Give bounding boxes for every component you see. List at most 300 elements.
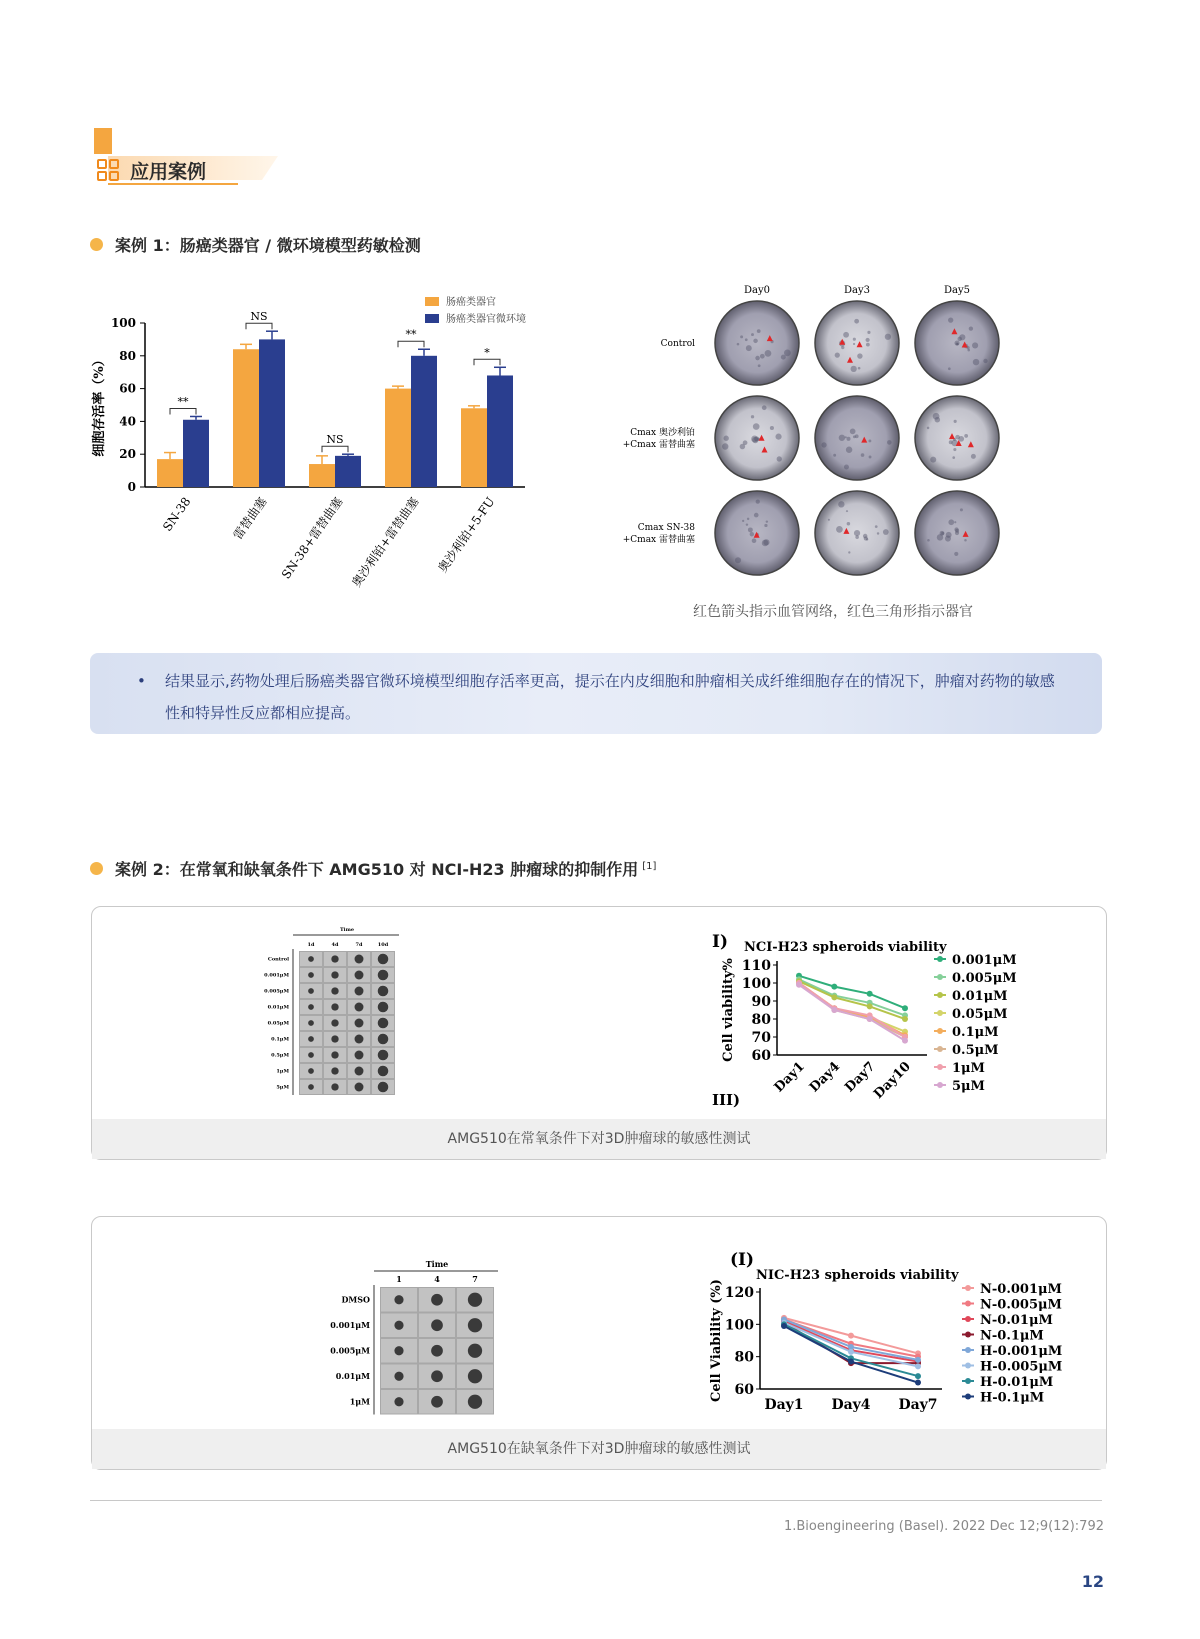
spheroid [378,1066,389,1077]
x-tick-label: SN-38 [160,494,194,534]
card1-caption: AMG510在常氧条件下对3D肿瘤球的敏感性测试 [92,1119,1106,1159]
legend-swatch [425,297,439,306]
x-tick-label: Day4 [806,1059,844,1096]
cell-cluster [735,557,741,563]
cell-cluster [855,535,859,539]
legend-label: H-0.001μM [980,1344,1063,1359]
cell-cluster [775,434,781,440]
bar-organoid [461,408,487,487]
spheroid [468,1369,482,1383]
significance-bracket [322,446,348,452]
chart-title: NIC-H23 spheroids viability [756,1268,959,1283]
cell-cluster [960,508,963,511]
y-axis-label: Cell Viability (%) [709,1279,724,1402]
series-point [902,1016,908,1022]
y-tick-label: 80 [119,348,136,363]
cell-cluster [846,447,852,453]
cell-cluster [833,454,836,457]
cell-cluster [750,532,754,536]
cell-cluster [948,519,954,525]
cell-cluster [843,332,849,338]
cell-cluster [948,367,951,370]
y-tick-label: 110 [741,958,771,974]
spheroid [308,1068,314,1074]
spheroid [431,1396,443,1408]
line-chart-normoxia [672,915,1092,1109]
spheroid [378,1050,389,1061]
legend-marker [965,1332,971,1338]
cell-cluster [952,456,955,459]
legend-label: 0.005μM [952,971,1017,986]
x-tick-label: Day1 [771,1059,808,1096]
spheroid [355,1051,364,1060]
cell-cluster [753,339,757,343]
plate-column-label: 7d [355,942,363,948]
cell-cluster [737,343,740,346]
legend-label: 0.5μM [952,1043,999,1058]
organoid-well-image [715,301,799,385]
cell-cluster [971,454,976,459]
panel-label: (I) [730,1250,755,1270]
series-point [831,984,837,990]
spheroid [394,1372,403,1381]
plate-row-label: 0.005μM [264,988,289,995]
case2-title-text: 案例 2：在常氧和缺氧条件下 AMG510 对 NCI-H23 肿瘤球的抑制作用 [115,860,639,879]
cell-cluster [930,457,936,463]
cell-cluster [883,529,889,535]
bar-microenvironment [487,375,513,487]
case1-bar-chart [90,297,570,620]
cell-cluster [755,356,760,361]
cell-cluster [758,364,761,367]
cell-cluster [973,359,979,365]
case2-card-normoxia [91,906,1107,1160]
spheroid [431,1345,443,1357]
bar-microenvironment [335,456,361,487]
cell-cluster [752,538,757,543]
cell-cluster [845,436,847,438]
cell-cluster [954,552,958,556]
plate-row-label: DMSO [341,1294,370,1305]
cell-cluster [723,436,728,441]
legend-label: H-0.1μM [980,1390,1045,1406]
legend-label: 0.05μM [952,1007,1008,1022]
plate-row-label: 0.01μM [267,1004,289,1011]
legend-marker [965,1285,971,1291]
cell-cluster [766,520,768,522]
spheroid [308,1020,314,1026]
series-point [915,1363,921,1369]
plate-row-label: 0.005μM [330,1345,370,1356]
series-point [848,1349,854,1355]
result-text [137,665,1070,729]
cell-cluster [746,523,748,525]
legend-label: N-0.005μM [980,1297,1062,1313]
cell-cluster [861,453,865,457]
cell-cluster [853,435,856,438]
plate-row-label: Control [267,956,289,963]
series-point [915,1357,921,1363]
spheroid [394,1397,403,1406]
spheroid [308,1052,314,1058]
cell-cluster [854,319,859,324]
case1-caption: 红色箭头指示血管网络，红色三角形指示器官 [693,604,973,620]
cell-cluster [847,437,851,441]
series-point [848,1333,854,1339]
spheroid [378,1082,389,1093]
legend-marker [965,1363,971,1369]
case2-title [115,857,656,880]
series-point [902,1005,908,1011]
cell-cluster [784,349,791,356]
spheroid [308,988,314,994]
cell-cluster [958,337,962,341]
x-tick-label: 雷替曲塞 [230,494,270,543]
cell-cluster [927,427,930,430]
cell-cluster [841,346,844,349]
significance-label: NS [326,433,344,447]
significance-bracket [170,408,196,414]
reference-text: 1.Bioengineering (Basel). 2022 Dec 12;9(12):792 [783,1519,1104,1534]
spheroid [331,1067,338,1074]
cell-cluster [940,531,945,536]
spheroid [355,971,364,980]
spheroid [468,1395,482,1409]
plate-title: Time [425,1259,449,1269]
cell-cluster [866,343,870,347]
cell-cluster [848,551,850,553]
cell-cluster [954,420,957,423]
legend-label: N-0.001μM [980,1282,1062,1297]
y-tick-label: 80 [751,1012,771,1028]
y-tick-label: 90 [751,994,771,1010]
x-tick-label: 奥沙利铂+5-FU [435,494,498,575]
legend-marker [937,1082,943,1088]
legend-label: H-0.005μM [980,1359,1063,1375]
spheroid [308,1036,314,1042]
series-point [915,1373,921,1379]
spheroid [331,1019,338,1026]
plate-row-label: 0.05μM [267,1020,289,1027]
legend-label: N-0.1μM [980,1328,1044,1344]
x-tick-label: 奥沙利铂+雷替曲塞 [349,494,422,590]
spheroid [431,1319,443,1331]
x-tick-label: Day4 [831,1397,871,1413]
plate-title: Time [339,927,355,933]
cell-cluster [764,524,767,527]
cell-cluster [967,349,970,352]
plate-row-label: 5μM [276,1084,289,1091]
cell-cluster [740,444,746,450]
case2-reference-mark: [1] [642,860,657,872]
cell-cluster [760,354,765,359]
legend-label: H-0.01μM [980,1375,1054,1390]
series-point [867,1003,873,1009]
cell-cluster [946,532,952,538]
y-axis-label: Cell viability% [721,958,736,1062]
spheroid [394,1321,403,1330]
x-tick-label: Day7 [842,1059,879,1096]
grid-column-label: Day5 [944,285,970,296]
cell-cluster [969,326,973,330]
x-tick-label: SN-38+雷替曲塞 [278,494,346,582]
bar-organoid [309,464,335,487]
series-point [781,1323,787,1329]
spheroid [355,1003,364,1012]
cell-cluster [954,340,959,345]
spheroid [431,1294,443,1306]
spheroid [331,1035,338,1042]
plate-column-label: 1d [307,942,315,948]
plate-row-label: 0.1μM [271,1036,289,1043]
spheroid [378,1034,389,1045]
y-tick-label: 100 [741,976,771,992]
cell-cluster [953,448,956,451]
cell-cluster [955,531,959,535]
bar-microenvironment [259,339,285,487]
spheroid [308,972,314,978]
y-tick-label: 40 [119,414,136,429]
legend-label: 5μM [952,1079,985,1094]
cell-cluster [866,538,868,540]
cell-cluster [751,436,758,443]
plate-row-label: 0.001μM [330,1319,370,1330]
cell-cluster [866,338,870,342]
panel-label: I) [712,932,728,952]
cell-cluster [847,522,850,525]
spheroid [378,986,389,997]
bar-organoid [233,349,259,487]
cell-cluster [781,355,786,360]
cell-cluster [935,417,941,423]
case2-bullet-icon [90,862,103,875]
spheroid [468,1293,482,1307]
cell-cluster [844,465,849,470]
spheroid [355,955,364,964]
organoid-well-image [815,301,899,385]
spheroid [308,1084,314,1090]
x-tick-label: Day1 [764,1397,804,1413]
cell-cluster [838,501,844,507]
cell-cluster [867,331,870,334]
legend-marker [965,1347,971,1353]
y-tick-label: 20 [119,447,136,462]
cell-cluster [745,338,748,341]
cell-cluster [854,530,860,536]
y-tick-label: 80 [734,1349,754,1366]
cell-cluster [851,366,857,372]
spheroid [378,1018,389,1029]
plate-column-label: 4d [331,942,339,948]
spheroid [431,1370,443,1382]
case1-title: 案例 1：肠癌类器官 / 微环境模型药敏检测 [115,236,421,255]
cell-cluster [869,456,872,459]
y-tick-label: 100 [724,1317,754,1334]
chart-title: NCI-H23 spheroids viability [744,940,947,955]
x-tick-label: Day10 [871,1059,914,1102]
grid-app-icon [96,158,120,182]
cell-cluster [740,335,743,338]
cell-cluster [983,359,987,363]
cell-cluster [753,423,760,430]
legend-marker [965,1316,971,1322]
cell-cluster [853,343,855,345]
cell-cluster [751,415,754,418]
spheroid [355,987,364,996]
grid-row-label: +Cmax 雷替曲塞 [622,440,695,450]
grid-column-label: Day0 [744,285,770,296]
cell-cluster [948,317,953,322]
y-tick-label: 70 [751,1030,771,1046]
plate-column-label: 1 [396,1274,402,1284]
series-point [796,982,802,988]
cell-cluster [964,434,968,438]
bar-organoid [385,389,411,487]
legend-label: N-0.01μM [980,1313,1053,1328]
legend-marker [937,1010,943,1016]
series-point [848,1359,854,1365]
grid-row-label: +Cmax 雷替曲塞 [622,535,695,545]
cell-cluster [857,353,862,358]
grid-row-label: Cmax SN-38 [637,523,695,533]
cell-cluster [887,440,892,445]
y-tick-label: 0 [127,480,136,494]
cell-cluster [846,510,848,512]
series-point [867,1016,873,1022]
legend-marker [965,1301,971,1307]
bar-microenvironment [411,356,437,487]
spheroid [308,1004,314,1010]
plate-row-label: 0.01μM [335,1370,370,1381]
spheroid [394,1346,403,1355]
cell-cluster [877,532,879,534]
series-point [915,1380,921,1386]
legend-label: 0.001μM [952,953,1017,968]
legend-swatch [425,314,439,323]
grid-column-label: Day3 [844,285,870,296]
cell-cluster [747,518,749,520]
x-tick-label: Day7 [898,1397,938,1413]
case1-microscopy-grid [622,278,1050,598]
spheroid [378,954,389,965]
series-point [831,1007,837,1013]
y-axis-label: 细胞存活率（%） [92,353,107,457]
cell-cluster [885,334,891,340]
grid-row-label: Control [660,339,695,349]
plate-row-label: 1μM [349,1396,370,1407]
legend-label: 1μM [952,1061,985,1076]
spheroid [331,1003,338,1010]
significance-label: ** [177,395,189,409]
case1-bullet-icon [90,238,103,251]
cell-cluster [964,539,967,542]
cell-cluster [839,435,845,441]
legend-marker [937,956,943,962]
cell-cluster [868,439,871,442]
plate-image-hypoxia [252,1255,522,1425]
cell-cluster [762,540,769,547]
cell-cluster [821,442,826,447]
spheroid [355,1067,364,1076]
cell-cluster [850,429,856,435]
cell-cluster [875,525,878,528]
line-chart-hypoxia [652,1245,1082,1425]
cell-cluster [863,534,867,538]
spheroid [355,1019,364,1028]
legend-label: 0.01μM [952,989,1008,1004]
significance-bracket [246,323,272,329]
case2-card-hypoxia [91,1216,1107,1470]
cell-cluster [770,426,774,430]
spheroid [331,971,338,978]
plate-column-label: 7 [472,1274,478,1284]
y-tick-label: 60 [734,1382,754,1398]
legend-marker [937,1064,943,1070]
result-text-body: 结果显示,药物处理后肠癌类器官微环境模型细胞存活率更高，提示在内皮细胞和肿瘤相关成纤维细胞存在的情况下，肿瘤对药物的敏感性和特异性反应都相应提高。 [165,672,1055,722]
spheroid [468,1344,482,1358]
plate-image-normoxia [262,929,502,1109]
series-point [867,991,873,997]
legend-label: 0.1μM [952,1025,999,1040]
series-point [831,994,837,1000]
panel-label-cut: III) [712,1091,741,1109]
significance-label: * [484,346,490,360]
cell-cluster [765,350,772,357]
cell-cluster [955,435,960,440]
legend-marker [937,974,943,980]
spheroid [378,970,389,981]
plate-row-label: 0.001μM [264,972,289,979]
cell-cluster [858,367,861,370]
spheroid [331,1083,338,1090]
spheroid [355,1083,364,1092]
cell-cluster [722,443,728,449]
result-bullet-icon: • [137,672,146,690]
spheroid [355,1035,364,1044]
cell-cluster [754,513,759,518]
cell-cluster [762,405,767,410]
cell-cluster [746,345,752,351]
cell-cluster [742,520,744,522]
legend-label: 肠癌类器官微环境 [446,314,526,325]
footer-divider [90,1500,1102,1501]
legend-label: 肠癌类器官 [446,297,496,308]
significance-label: NS [250,310,268,324]
series-point [902,1038,908,1044]
significance-bracket [398,341,424,347]
spheroid [468,1318,482,1332]
legend-marker [937,1028,943,1034]
y-tick-label: 120 [724,1285,754,1301]
bar-organoid [157,459,183,487]
y-tick-label: 60 [119,381,136,396]
cell-cluster [777,456,782,461]
y-tick-label: 100 [110,316,136,330]
grid-row-label: Cmax 奥沙利铂 [630,428,695,438]
card2-caption: AMG510在缺氧条件下对3D肿瘤球的敏感性测试 [92,1429,1106,1469]
legend-marker [965,1378,971,1384]
legend-marker [965,1394,971,1400]
page-number: 12 [1081,1572,1104,1591]
spheroid [331,955,338,962]
legend-marker [937,992,943,998]
cell-cluster [751,333,754,336]
plate-row-label: 0.5μM [271,1052,289,1059]
cell-cluster [927,539,930,542]
section-title: 应用案例 [130,161,207,183]
plate-column-label: 10d [377,942,389,948]
cell-cluster [853,338,856,341]
